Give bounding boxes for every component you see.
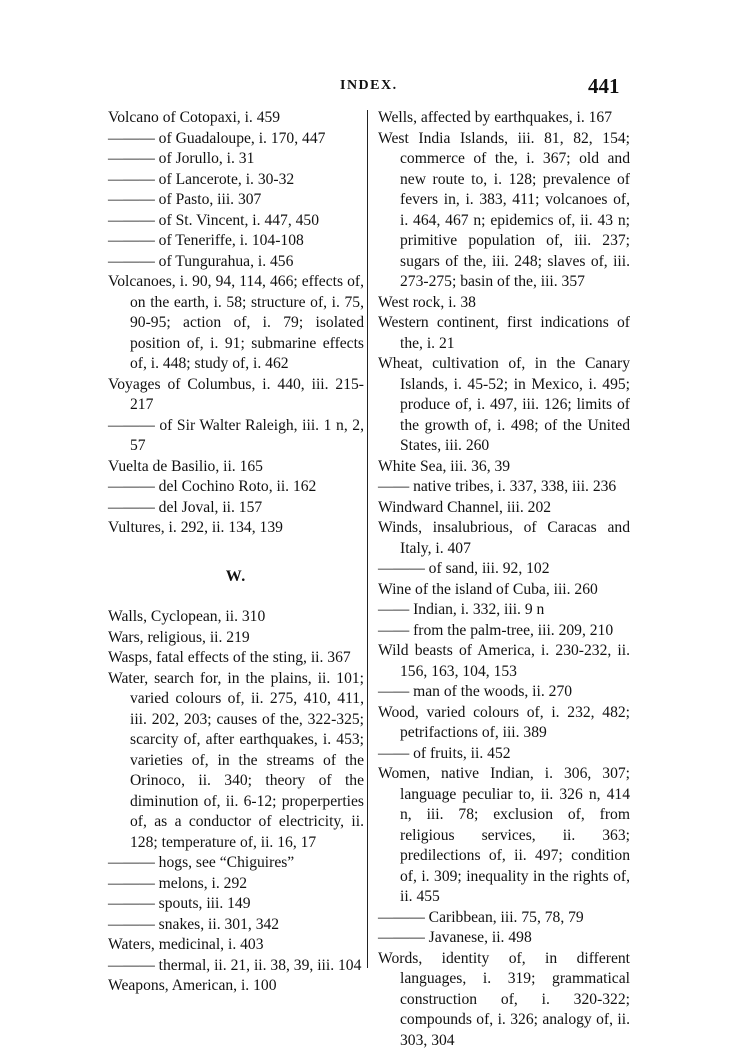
index-entry: ——— hogs, see “Chiguires” (108, 853, 364, 874)
index-entry: —— native tribes, i. 337, 338, iii. 236 (378, 477, 630, 498)
index-entry: —— from the palm-tree, iii. 209, 210 (378, 621, 630, 642)
index-entry: ——— melons, i. 292 (108, 874, 364, 895)
index-entry: —— man of the woods, ii. 270 (378, 682, 630, 703)
column-divider (367, 110, 368, 968)
index-entry: Women, native Indian, i. 306, 307; language peculiar to, ii. 326 n, 414 n, iii. 78; exclusion of, from religious services, ii. 363; predilections of, ii. 497; condition of, i. 309; inequality in the rights of, ii. 455 (378, 764, 630, 908)
index-entry: White Sea, iii. 36, 39 (378, 457, 630, 478)
index-entry: ——— of Sir Walter Raleigh, iii. 1 n, 2, 57 (108, 416, 364, 457)
index-entry: ——— of Lancerote, i. 30-32 (108, 170, 364, 191)
index-entry: —— of fruits, ii. 452 (378, 744, 630, 765)
index-entry: Wells, affected by earthquakes, i. 167 (378, 108, 630, 129)
index-entry: Words, identity of, in different languages, i. 319; grammatical construction of, i. 320-322; compounds of, i. 326; analogy of, ii. 303, 304 (378, 949, 630, 1051)
index-entry: Wheat, cultivation of, in the Canary Islands, i. 45-52; in Mexico, i. 495; produce of, i. 497, iii. 126; limits of the growth of, i. 498; of the United States, iii. 260 (378, 354, 630, 457)
index-entry: ——— of Teneriffe, i. 104-108 (108, 231, 364, 252)
running-head: INDEX. (340, 78, 398, 94)
index-entry: West rock, i. 38 (378, 293, 630, 314)
index-entry: ——— of Tungurahua, i. 456 (108, 252, 364, 273)
index-entry: ——— del Joval, ii. 157 (108, 498, 364, 519)
index-entry: Windward Channel, iii. 202 (378, 498, 630, 519)
index-entry: Voyages of Columbus, i. 440, iii. 215-217 (108, 375, 364, 416)
index-entry: ——— del Cochino Roto, ii. 162 (108, 477, 364, 498)
index-entry: Weapons, American, i. 100 (108, 976, 364, 997)
index-entry: ——— of Guadaloupe, i. 170, 447 (108, 129, 364, 150)
index-entry: ——— snakes, ii. 301, 342 (108, 915, 364, 936)
index-entry: ——— of sand, iii. 92, 102 (378, 559, 630, 580)
index-entry: Vuelta de Basilio, ii. 165 (108, 457, 364, 478)
index-entry: ——— spouts, iii. 149 (108, 894, 364, 915)
index-entry: ——— thermal, ii. 21, ii. 38, 39, iii. 104 (108, 956, 364, 977)
index-entry: Wild beasts of America, i. 230-232, ii. 156, 163, 104, 153 (378, 641, 630, 682)
index-entry: ——— of Pasto, iii. 307 (108, 190, 364, 211)
index-entry: Wars, religious, ii. 219 (108, 628, 364, 649)
section-letter: W. (108, 567, 364, 588)
index-entry: Western continent, first indications of the, i. 21 (378, 313, 630, 354)
index-entry: ——— Caribbean, iii. 75, 78, 79 (378, 908, 630, 929)
index-entry: Volcanoes, i. 90, 94, 114, 466; effects of, on the earth, i. 58; structure of, i. 75, 90-95; action of, i. 79; isolated position of, i. 91; submarine effects of, i. 448; study of, i. 462 (108, 272, 364, 375)
index-column-left (108, 108, 364, 997)
index-entry: ——— Javanese, ii. 498 (378, 928, 630, 949)
index-entry: —— Indian, i. 332, iii. 9 n (378, 600, 630, 621)
index-entry: Vultures, i. 292, ii. 134, 139 (108, 518, 364, 539)
index-column-right (378, 108, 630, 1051)
index-entry: Water, search for, in the plains, ii. 101; varied colours of, ii. 275, 410, 411, iii. 202, 203; causes of the, 322-325; scarcity of, after earthquakes, i. 453; varieties of, in the streams of the Orinoco, ii. 340; theory of the diminution of, ii. 6-12; properperties of, as a conductor of electricity, ii. 128; temperature of, ii. 16, 17 (108, 669, 364, 854)
index-entry: Wood, varied colours of, i. 232, 482; petrifactions of, iii. 389 (378, 703, 630, 744)
index-entry: Winds, insalubrious, of Caracas and Italy, i. 407 (378, 518, 630, 559)
index-entry: ——— of St. Vincent, i. 447, 450 (108, 211, 364, 232)
index-entry: West India Islands, iii. 81, 82, 154; commerce of the, i. 367; old and new route to, i. 128; prevalence of fevers in, i. 383, 411; volcanoes of, i. 464, 467 n; epidemics of, ii. 43 n; primitive population of, iii. 237; sugars of the, iii. 248; slaves of, iii. 273-275; basin of the, iii. 357 (378, 129, 630, 293)
page-number: 441 (588, 74, 620, 99)
index-entry: Wasps, fatal effects of the sting, ii. 367 (108, 648, 364, 669)
index-entry: ——— of Jorullo, i. 31 (108, 149, 364, 170)
index-entry: Volcano of Cotopaxi, i. 459 (108, 108, 364, 129)
index-entry: Waters, medicinal, i. 403 (108, 935, 364, 956)
index-entry: Walls, Cyclopean, ii. 310 (108, 607, 364, 628)
index-entry: Wine of the island of Cuba, iii. 260 (378, 580, 630, 601)
